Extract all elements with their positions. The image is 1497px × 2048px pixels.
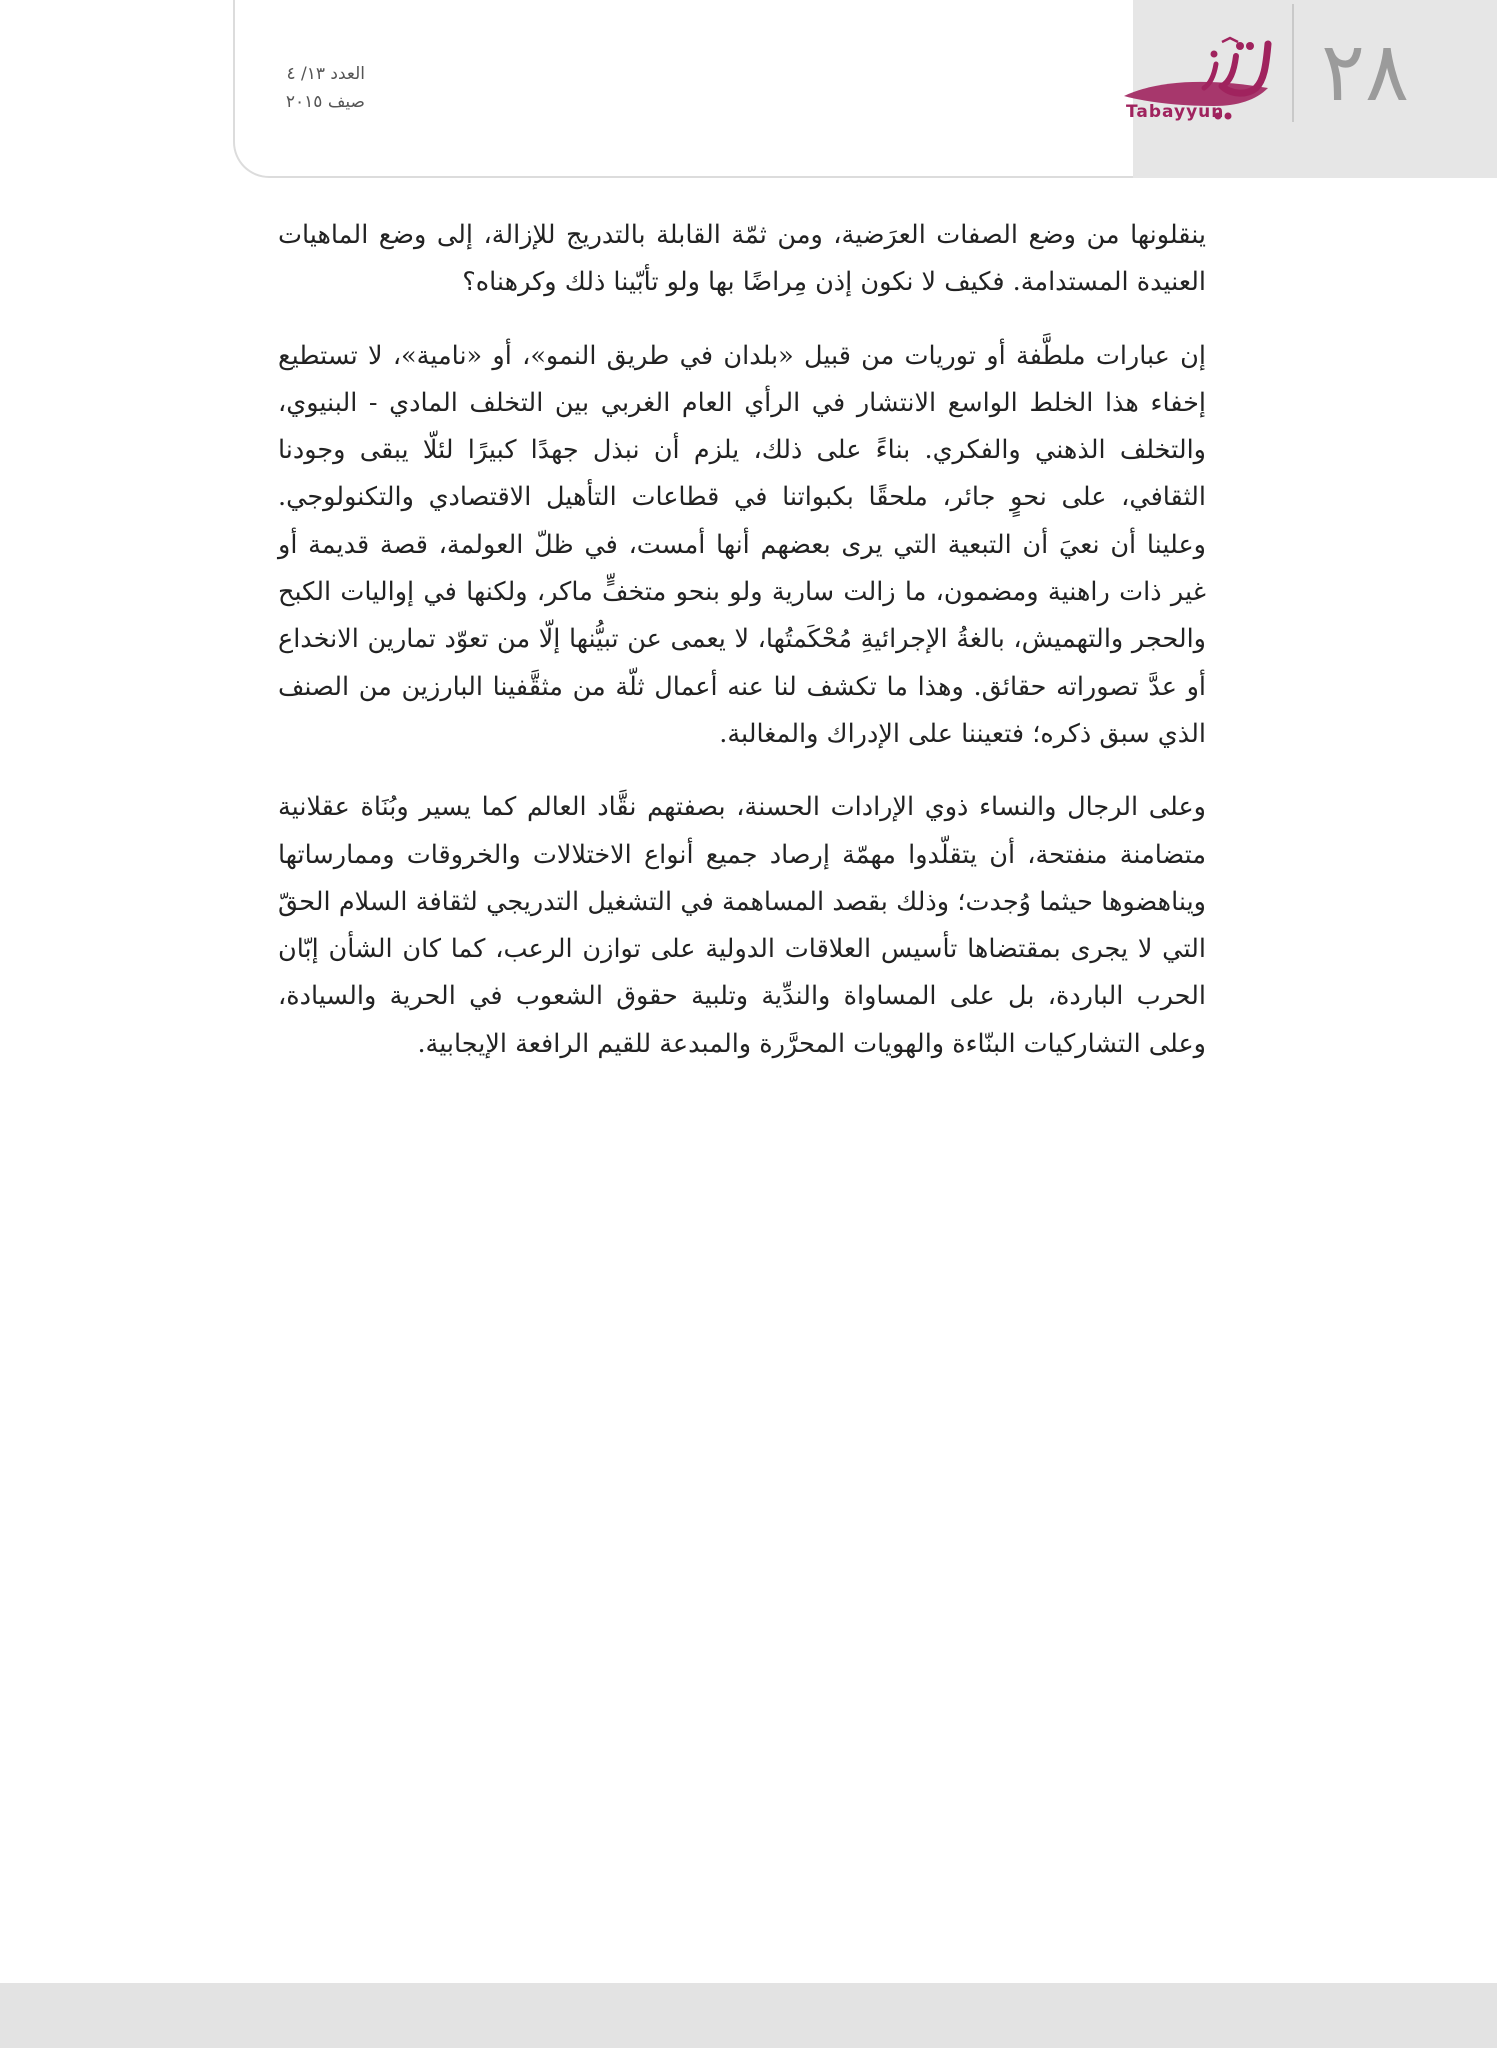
header-frame (233, 0, 1133, 178)
footer-bar (0, 1983, 1497, 2048)
article-paragraph: إن عبارات ملطَّفة أو توريات من قبيل «بلدان في طريق النمو»، أو «نامية»، لا تستطيع إخفاء هذا الخلط الواسع الانتشار في الرأي العام الغربي بين التخلف المادي - البنيوي، والتخلف الذهني والفكري. بناءً على ذلك، يلزم أن نبذل جهدًا كبيرًا لئلّا يبقى وجودنا الثقافي، على نحوٍ جائر، ملحقًا بكبواتنا في قطاعات التأهيل الاقتصادي والتكنولوجي. وعلينا أن نعيَ أن التبعية التي يرى بعضهم أنها أمست، في ظلّ العولمة، قصة قديمة أو غير ذات راهنية ومضمون، ما زالت سارية ولو بنحو متخفٍّ ماكر، ولكنها في إواليات الكبح والحجر والتهميش، بالغةُ الإجرائيةِ مُحْكَمتُها، لا يعمى عن تبيُّنها إلّا من تعوّد تمارين الانخداع أو عدَّ تصوراته حقائق. وهذا ما تكشف لنا عنه أعمال ثلّة من مثقَّفينا البارزين من الصنف الذي سبق ذكره؛ فتعيننا على الإدراك والمغالبة. (278, 340, 1206, 749)
article-paragraph: ينقلونها من وضع الصفات العرَضية، ومن ثمّة القابلة بالتدريج للإزالة، إلى وضع الماهيات العنيدة المستدامة. فكيف لا نكون إذن مِراضًا بها ولو تأبّينا ذلك وكرهناه؟ (278, 220, 1206, 298)
issue-number: العدد ١٣/ ٤ (286, 64, 365, 84)
header-divider (1292, 4, 1294, 122)
issue-meta (255, 60, 365, 116)
article-paragraph: وعلى الرجال والنساء ذوي الإرادات الحسنة، بصفتهم نقَّاد العالم كما يسير وبُنَاة عقلانية متضامنة منفتحة، أن يتقلّدوا مهمّة إرصاد جميع أنواع الاختلالات والخروقات وممارساتها ويناهضوها حيثما وُجدت؛ وذلك بقصد المساهمة في التشغيل التدريجي لثقافة السلام الحقّ التي لا يجرى بمقتضاها تأسيس العلاقات الدولية على توازن الرعب، كما كان الشأن إبّان الحرب الباردة، بل على المساواة والندِّية وتلبية حقوق الشعوب في الحرية والسيادة، وعلى التشاركيات البنّاءة والهويات المحرَّرة والمبدعة للقيم الرافعة الإيجابية. (278, 792, 1206, 1059)
journal-logo (1118, 36, 1280, 132)
page-number: ٢٨ (1320, 25, 1410, 120)
issue-season: صيف ٢٠١٥ (285, 92, 365, 112)
article-body (278, 212, 1206, 1068)
logo-latin-text: Tabayyun (1126, 102, 1225, 122)
